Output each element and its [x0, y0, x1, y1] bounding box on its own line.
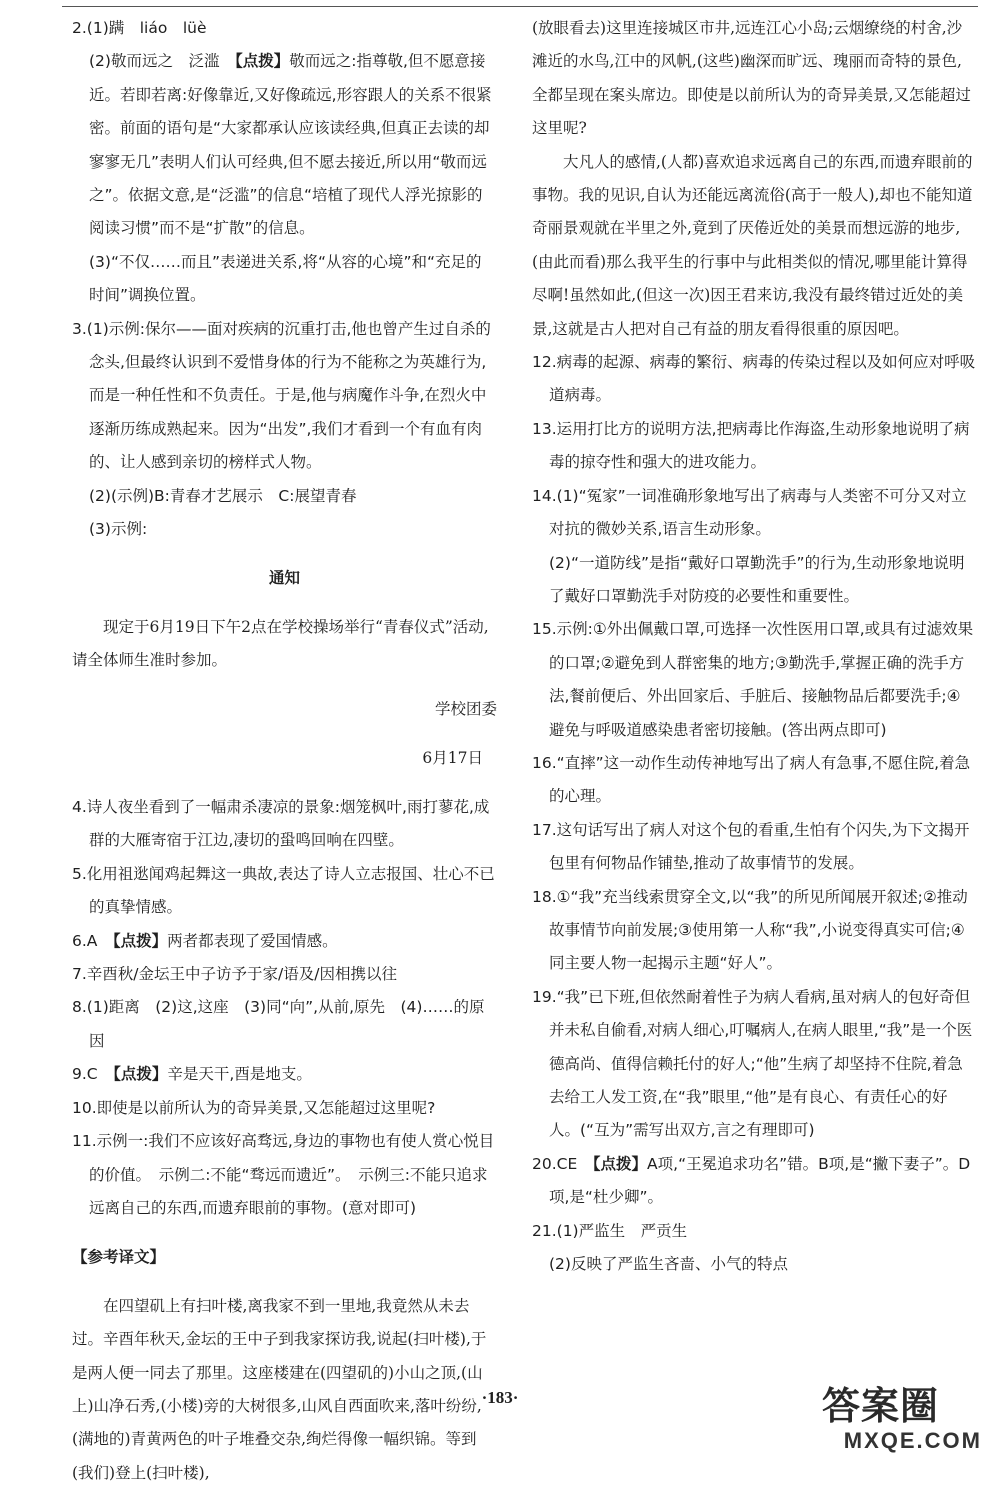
answer-19: 19.“我”已下班,但依然耐着性子为病人看病,虽对病人的包好奇但并未私自偷看,对病人细心,叮嘱病人,在病人眼里,“我”是一个医德高尚、值得信赖托付的好人;“他”生病了却坚持不住院,着急去给工人发工资,在“我”眼里,“他”是有良心、有责任心的好人。(“互为”需写出双方,言之有理即可) [532, 987, 973, 1140]
notice-body: 现定于6月19日下午2点在学校操场举行“青春仪式”活动,请全体师生准时参加。 [72, 617, 489, 670]
answer-3-1: 3.(1)示例:保尔——面对疾病的沉重打击,他也曾产生过自杀的念头,但最终认识到不爱惜身体的行为不能称之为英雄行为,而是一种任性和不负责任。于是,他与病魔作斗争,在烈火中逐渐历练成熟起来。因为“出发”,我们才看到一个有血有肉的、让人感到亲切的榜样式人物。 [72, 319, 491, 472]
answer-5: 5.化用祖逖闻鸡起舞这一典故,表达了诗人立志报国、壮心不已的真挚情感。 [72, 864, 495, 917]
answer-4: 4.诗人夜坐看到了一幅肃杀凄凉的景象:烟笼枫叶,雨打蓼花,成群的大雁寄宿于江边,凄切的蛩鸣回响在四壁。 [72, 798, 490, 850]
answer-14-2: (2)“一道防线”是指“戴好口罩勤洗手”的行为,生动形象地说明了戴好口罩勤洗手对防疫的必要性和重要性。 [549, 553, 965, 605]
answer-21-2: (2)反映了严监生吝啬、小气的特点 [549, 1255, 788, 1274]
tip-label: 【点拨】 [234, 52, 290, 71]
watermark-url: MXQE.COM [843, 1428, 982, 1453]
watermark-logo [822, 1384, 992, 1462]
answer-13: 13.运用打比方的说明方法,把病毒比作海盗,生动形象地说明了病毒的掠夺性和强大的进攻能力。 [532, 419, 970, 472]
answer-2-3: (3)“不仅……而且”表递进关系,将“从容的心境”和“充足的时间”调换位置。 [89, 252, 482, 305]
answer-7: 7.辛酉秋/金坛王中子访予于家/语及/因相携以往 [72, 965, 397, 984]
right-column [532, 12, 976, 1281]
answer-11: 11.示例一:我们不应该好高骛远,身边的事物也有使人赏心悦目的价值。 示例二:不能“骛远而遗近”。 示例三:不能只追求远离自己的东西,而遗弃眼前的事物。(意对即可) [72, 1132, 495, 1217]
notice-date: 6月17日 [422, 749, 483, 768]
answer-3-3: (3)示例: [89, 520, 148, 539]
answer-21-1: 21.(1)严监生 严贡生 [532, 1221, 688, 1240]
tip-label: 【点拨】 [113, 1065, 168, 1084]
translation-paragraph-2: 大凡人的感情,(人都)喜欢追求远离自己的东西,而遗弃眼前的事物。我的见识,自认为还能远离流俗(高于一般人),却也不能知道奇丽景观就在半里之外,竟到了厌倦近处的美景而想远游的地步,(由此而看)那么我平生的行事中与此相类似的情况,哪里能计算得尽啊!虽然如此,(但这一次)因王君来访,我没有最终错过近处的美景,这就是古人把对自己有益的朋友看得很重的原因吧。 [532, 152, 973, 338]
tip-label: 【点拨】 [592, 1154, 648, 1173]
answer-9: 9.C 【点拨】辛是天干,酉是地支。 [72, 1065, 312, 1084]
answer-18: 18.①“我”充当线索贯穿全文,以“我”的所见所闻展开叙述;②推动故事情节向前发展;③使用第一人称“我”,小说变得真实可信;④同主要人物一起揭示主题“好人”。 [532, 887, 968, 973]
answer-2-2: (2)敬而远之 泛滥 【点拨】敬而远之:指尊敬,但不愿意接近。若即若离:好像靠近,又好像疏远,形容跟人的关系不很紧密。前面的语句是“大家都承认应该读经典,但真正去读的却寥寥无几”表明人们认可经典,但不愿去接近,所以用“敬而远之”。依据文意,是“泛滥”的信息“培植了现代人浮光掠影的阅读习惯”而不是“扩散”的信息。 [89, 52, 492, 238]
answer-12: 12.病毒的起源、病毒的繁衍、病毒的传染过程以及如何应对呼吸道病毒。 [532, 353, 976, 405]
answer-3-2: (2)(示例)B:青春才艺展示 C:展望青春 [89, 486, 357, 505]
answer-10: 10.即使是以前所认为的奇异美景,又怎能超过这里呢? [72, 1098, 436, 1117]
answer-14-1: 14.(1)“冤家”一词准确形象地写出了病毒与人类密不可分又对立对抗的微妙关系,语言生动形象。 [532, 486, 967, 539]
notice-signature: 学校团委 [434, 700, 497, 719]
translation-continued: (放眼看去)这里连接城区市井,远连江心小岛;云烟缭绕的村舍,沙滩近的水鸟,江中的风帆,(这些)幽深而旷远、瑰丽而奇特的景色,全都呈现在案头席边。即使是以前所认为的奇异美景,又怎能超过这里呢? [532, 19, 971, 138]
page-number: ·183· [481, 1388, 519, 1407]
notice-title: 通知 [268, 569, 300, 587]
answer-15: 15.示例:①外出佩戴口罩,可选择一次性医用口罩,或具有过滤效果的口罩;②避免到人群密集的地方;③勤洗手,掌握正确的洗手方法,餐前便后、外出回家后、手脏后、接触物品后都要洗手;④避免与呼吸道感染患者密切接触。(答出两点即可) [532, 620, 974, 739]
left-column [72, 12, 497, 1490]
top-rule [62, 6, 978, 7]
translation-heading: 【参考译文】 [72, 1247, 166, 1266]
answer-6: 6.A 【点拨】两者都表现了爱国情感。 [72, 931, 338, 950]
answer-2-1: 2.(1)蹒 liáo lüè [72, 19, 207, 37]
watermark-main: 答案圈 [822, 1384, 940, 1428]
answer-20: 20.CE 【点拨】A项,“王冕追求功名”错。B项,是“撇下妻子”。D项,是“杜少卿”。 [532, 1154, 971, 1207]
answer-17: 17.这句话写出了病人对这个包的看重,生怕有个闪失,为下文揭开包里有何物品作铺垫,推动了故事情节的发展。 [532, 820, 970, 873]
answer-16: 16.“直摔”这一动作生动传神地写出了病人有急事,不愿住院,着急的心理。 [532, 753, 971, 806]
tip-label: 【点拨】 [112, 931, 168, 950]
translation-text: 在四望矶上有扫叶楼,离我家不到一里地,我竟然从未去过。辛酉年秋天,金坛的王中子到我家探访我,说起(扫叶楼),于是两人便一同去了那里。这座楼建在(四望矶的)小山之顶,(山上)山净石秀,(小楼)旁的大树很多,山风自西面吹来,落叶纷纷,(满地的)青黄两色的叶子堆叠交杂,绚烂得像一幅织锦。等到(我们)登上(扫叶楼), [72, 1296, 487, 1482]
answer-8: 8.(1)距离 (2)这,这座 (3)同“向”,从前,原先 (4)……的原因 [72, 998, 485, 1050]
